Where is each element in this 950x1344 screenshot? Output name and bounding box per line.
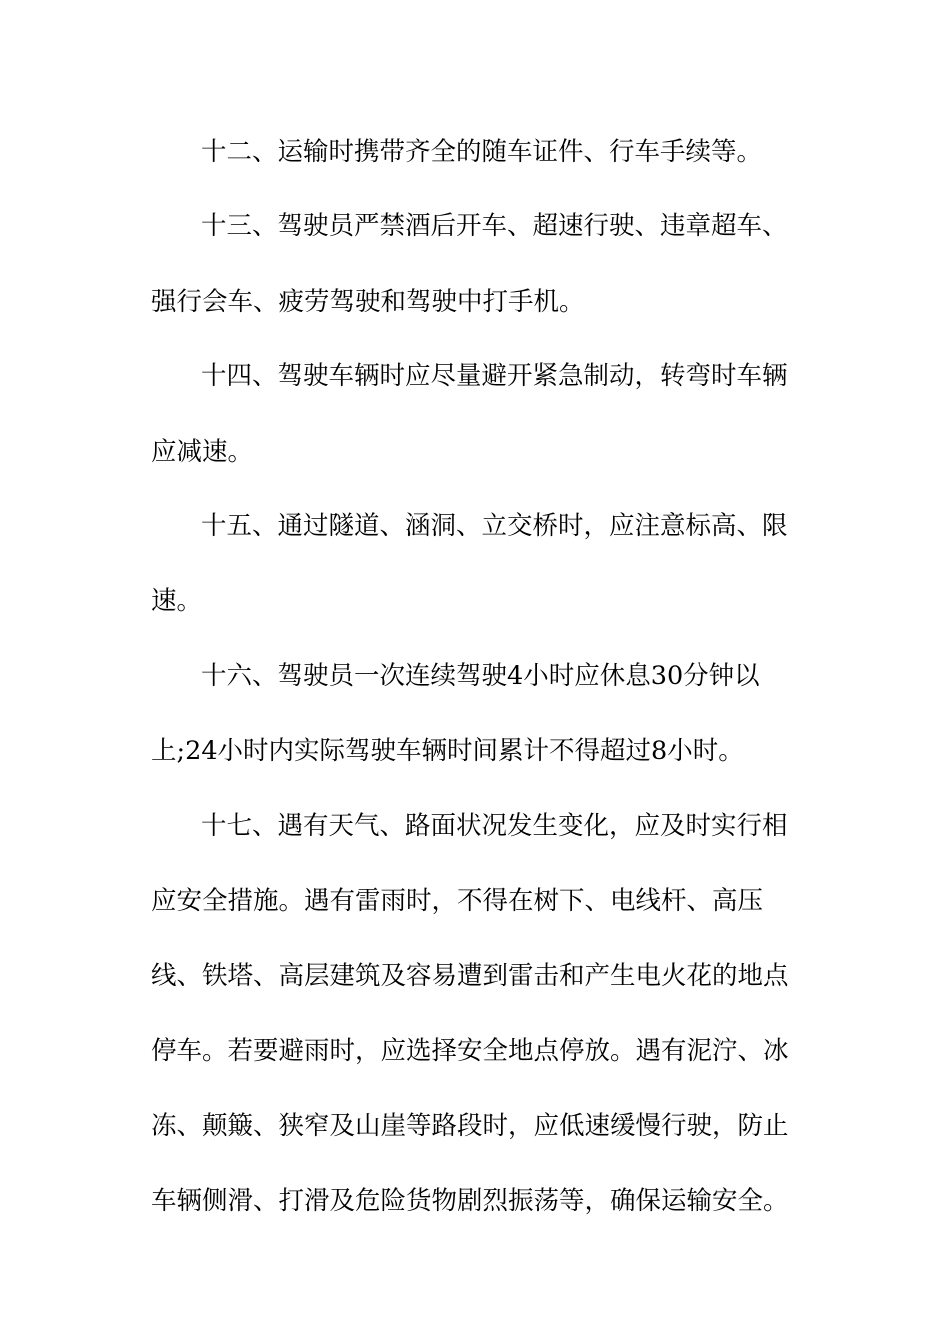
text-line: 十五、通过隧道、涵洞、立交桥时，应注意标高、限 xyxy=(201,511,788,541)
text-line: 线、铁塔、高层建筑及容易遭到雷击和产生电火花的地点 xyxy=(151,961,789,991)
text-line: 速。 xyxy=(151,586,203,616)
text-line: 十三、驾驶员严禁酒后开车、超速行驶、违章超车、 xyxy=(201,211,788,241)
text-line: 上;24小时内实际驾驶车辆时间累计不得超过8小时。 xyxy=(151,736,744,766)
text-line: 应安全措施。遇有雷雨时，不得在树下、电线杆、高压 xyxy=(151,886,764,916)
text-line: 应减速。 xyxy=(151,437,254,467)
text-line: 十七、遇有天气、路面状况发生变化，应及时实行相 xyxy=(201,811,788,841)
text-line: 车辆侧滑、打滑及危险货物剧烈振荡等，确保运输安全。 xyxy=(151,1186,789,1216)
text-line: 冻、颠簸、狭窄及山崖等路段时，应低速缓慢行驶，防止 xyxy=(151,1111,789,1141)
text-line: 十四、驾驶车辆时应尽量避开紧急制动，转弯时车辆 xyxy=(201,361,788,391)
text-line: 强行会车、疲劳驾驶和驾驶中打手机。 xyxy=(151,287,585,317)
text-line: 十二、运输时携带齐全的随车证件、行车手续等。 xyxy=(201,137,763,167)
text-line: 十六、驾驶员一次连续驾驶4小时应休息30分钟以 xyxy=(201,661,760,691)
text-line: 停车。若要避雨时，应选择安全地点停放。遇有泥泞、冰 xyxy=(151,1036,789,1066)
